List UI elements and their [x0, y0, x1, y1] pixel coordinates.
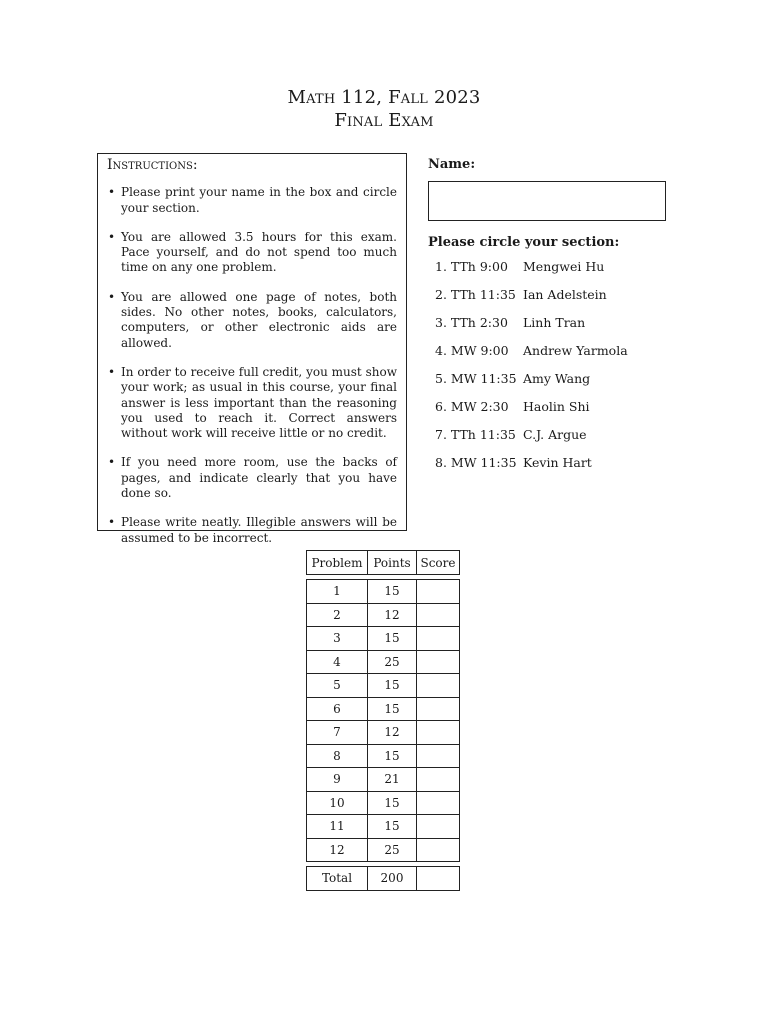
- table-row: [307, 838, 460, 862]
- section-instructor: C.J. Argue: [523, 427, 587, 442]
- score-cell[interactable]: [417, 603, 460, 627]
- table-row: [307, 603, 460, 627]
- problem-points: 12: [368, 603, 417, 627]
- table-row: [307, 721, 460, 745]
- score-cell[interactable]: [417, 744, 460, 768]
- name-label: Name:: [428, 157, 476, 172]
- section-instructor: Amy Wang: [523, 371, 591, 386]
- section-time: 4. MW 9:00: [435, 343, 509, 358]
- exam-title: [0, 86, 768, 132]
- exam-name: Final Exam: [334, 110, 434, 131]
- problem-points: 25: [368, 838, 417, 862]
- problem-number: 2: [307, 603, 368, 627]
- bullet-icon: •: [108, 229, 116, 244]
- score-cell[interactable]: [417, 815, 460, 839]
- column-header-problem: Problem: [307, 551, 368, 575]
- score-cell[interactable]: [417, 674, 460, 698]
- score-cell[interactable]: [417, 627, 460, 651]
- section-time: 7. TTh 11:35: [435, 427, 516, 442]
- problem-points: 15: [368, 744, 417, 768]
- section-time: 3. TTh 2:30: [435, 315, 508, 330]
- problem-number: 8: [307, 744, 368, 768]
- problem-points: 15: [368, 697, 417, 721]
- instruction-item: • If you need more room, use the backs of pages, and indicate clearly that you have done so.: [108, 455, 397, 501]
- total-label: Total: [307, 867, 368, 891]
- section-time: 5. MW 11:35: [435, 371, 517, 386]
- section-instructor: Linh Tran: [523, 315, 586, 330]
- problem-points: 15: [368, 627, 417, 651]
- problem-points: 15: [368, 815, 417, 839]
- instruction-item: • You are allowed one page of notes, both sides. No other notes, books, calculators, computers, or other electronic aids are allowed.: [108, 289, 397, 350]
- score-cell[interactable]: [417, 697, 460, 721]
- bullet-icon: •: [108, 289, 116, 304]
- section-instructor: Andrew Yarmola: [523, 343, 628, 358]
- table-row: [307, 627, 460, 651]
- problem-number: 10: [307, 791, 368, 815]
- section-time: 8. MW 11:35: [435, 455, 517, 470]
- score-table: [306, 550, 460, 891]
- problem-number: 4: [307, 650, 368, 674]
- course-title: Math 112, Fall 2023: [287, 87, 481, 108]
- bullet-icon: •: [108, 185, 116, 200]
- problem-number: 1: [307, 580, 368, 604]
- section-instructor: Ian Adelstein: [523, 287, 607, 302]
- column-header-points: Points: [368, 551, 417, 575]
- section-time: 1. TTh 9:00: [435, 259, 508, 274]
- total-score-cell[interactable]: [417, 867, 460, 891]
- name-input-box[interactable]: [428, 181, 666, 221]
- section-instructor: Haolin Shi: [523, 399, 590, 414]
- table-row: [307, 674, 460, 698]
- section-time: 2. TTh 11:35: [435, 287, 516, 302]
- column-header-score: Score: [417, 551, 460, 575]
- problem-number: 5: [307, 674, 368, 698]
- score-cell[interactable]: [417, 650, 460, 674]
- table-row: [307, 650, 460, 674]
- instruction-item: • In order to receive full credit, you must show your work; as usual in this course, your final answer is less important than the reasoning you used to reach it. Correct answers without work will receive little or no credit.: [108, 364, 397, 441]
- score-cell[interactable]: [417, 791, 460, 815]
- table-header-row: [307, 551, 460, 575]
- problem-number: 9: [307, 768, 368, 792]
- table-row: [307, 768, 460, 792]
- problem-points: 15: [368, 580, 417, 604]
- score-cell[interactable]: [417, 721, 460, 745]
- table-total-row: [307, 867, 460, 891]
- problem-number: 6: [307, 697, 368, 721]
- instruction-item: • You are allowed 3.5 hours for this exam. Pace yourself, and do not spend too much time on any one problem.: [108, 229, 397, 275]
- total-points: 200: [368, 867, 417, 891]
- instructions-box: [97, 153, 407, 545]
- section-time: 6. MW 2:30: [435, 399, 509, 414]
- problem-number: 11: [307, 815, 368, 839]
- problem-points: 25: [368, 650, 417, 674]
- table-row: [307, 697, 460, 721]
- problem-points: 12: [368, 721, 417, 745]
- instructions-heading: Instructions:: [107, 157, 198, 173]
- section-instructor: Mengwei Hu: [523, 259, 605, 274]
- instruction-item: • Please write neatly. Illegible answers will be assumed to be incorrect.: [108, 515, 397, 545]
- instruction-item: • Please print your name in the box and circle your section.: [108, 185, 397, 215]
- problem-points: 15: [368, 791, 417, 815]
- bullet-icon: •: [108, 364, 116, 379]
- problem-number: 3: [307, 627, 368, 651]
- problem-number: 7: [307, 721, 368, 745]
- instructions-list: [107, 185, 397, 546]
- score-cell[interactable]: [417, 768, 460, 792]
- section-label: Please circle your section:: [428, 235, 620, 250]
- problem-points: 21: [368, 768, 417, 792]
- table-row: [307, 815, 460, 839]
- section-instructor: Kevin Hart: [523, 455, 592, 470]
- table-row: [307, 791, 460, 815]
- problem-points: 15: [368, 674, 417, 698]
- problem-number: 12: [307, 838, 368, 862]
- score-cell[interactable]: [417, 580, 460, 604]
- bullet-icon: •: [108, 455, 116, 470]
- bullet-icon: •: [108, 515, 116, 530]
- table-row: [307, 580, 460, 604]
- score-cell[interactable]: [417, 838, 460, 862]
- table-row: [307, 744, 460, 768]
